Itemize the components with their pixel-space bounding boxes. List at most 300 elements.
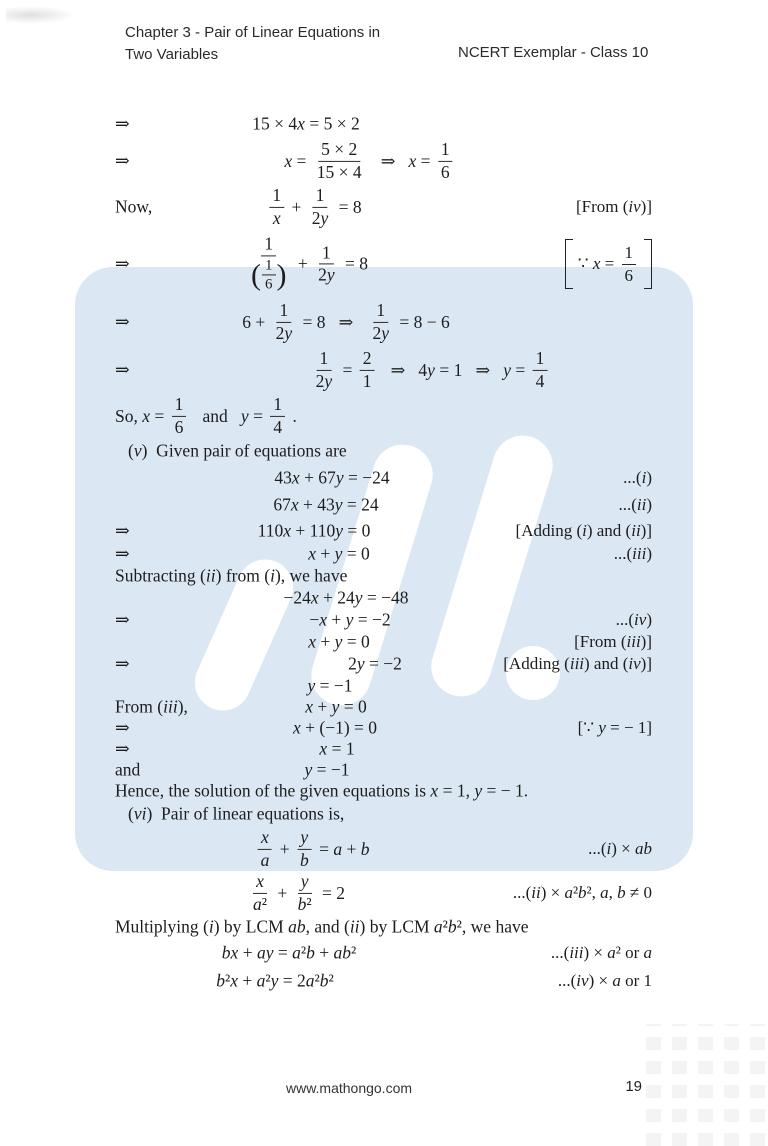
paragraph-text <box>115 395 297 437</box>
equation-reference <box>503 654 652 674</box>
fraction-numerator <box>253 872 267 894</box>
math-text: ⇒ <box>115 609 130 630</box>
math-text: 1 <box>273 393 283 414</box>
fraction-denominator <box>270 208 284 229</box>
math-text: = <box>600 254 619 273</box>
math-text: + <box>293 253 313 274</box>
math-variable: y <box>503 359 512 380</box>
math-text: 4 <box>535 370 545 391</box>
math-text: = 8 <box>340 253 369 274</box>
math-text: 2 <box>311 207 321 228</box>
equation <box>244 234 368 293</box>
equation <box>293 717 377 738</box>
math-text: ( <box>128 803 134 824</box>
chapter-title-line2: Two Variables <box>125 46 219 63</box>
equation-line <box>0 939 768 967</box>
math-text: = 0 <box>342 543 370 564</box>
math-text: ), we have <box>274 565 348 586</box>
math-variable: y <box>331 696 340 716</box>
fraction-numerator <box>316 349 331 371</box>
math-text: , <box>608 883 618 902</box>
math-text: + 67 <box>299 467 336 487</box>
fraction-numerator <box>319 243 334 265</box>
math-variable: x <box>310 587 319 608</box>
math-variable: y <box>598 717 606 737</box>
math-text: = − 1. <box>482 780 529 801</box>
fraction-denominator <box>314 162 365 183</box>
math-text: + 110 <box>291 520 336 540</box>
fraction <box>270 395 285 437</box>
equation-line <box>0 872 768 914</box>
math-variable: x <box>291 467 300 487</box>
math-text: 1 <box>279 299 289 320</box>
equation-reference <box>565 239 652 289</box>
math-variable: x <box>319 609 327 630</box>
fraction <box>297 828 312 870</box>
equation-line <box>0 653 768 675</box>
text-line <box>0 394 768 438</box>
math-text: + <box>316 543 335 564</box>
equation-reference <box>588 839 652 859</box>
math-text: ⇒ <box>115 738 130 758</box>
math-text: = <box>248 405 268 426</box>
math-variable: y <box>270 970 279 991</box>
equation <box>319 738 354 759</box>
math-text: ² <box>328 970 334 991</box>
math-text: − <box>309 609 320 630</box>
math-variable: i <box>606 839 612 858</box>
math-text: )] <box>640 197 652 216</box>
math-text: ) by LCM <box>213 916 289 936</box>
math-variable: a <box>600 883 609 902</box>
math-variable: a <box>253 893 262 914</box>
math-text: , and ( <box>305 916 350 936</box>
equation <box>284 140 455 182</box>
math-text: ² <box>442 916 448 936</box>
math-variable: v <box>133 440 142 461</box>
math-text: + <box>275 838 294 859</box>
open-paren: ( <box>250 258 261 292</box>
math-variable: a <box>564 883 573 902</box>
math-variable: b <box>216 970 225 991</box>
math-variable: y <box>381 322 389 343</box>
equation <box>305 696 367 717</box>
math-text: ) × <box>611 839 635 858</box>
fraction-denominator <box>313 371 336 392</box>
math-variable: iii <box>569 943 584 962</box>
math-text: ² <box>224 970 231 991</box>
math-text: + <box>313 696 332 716</box>
fraction <box>250 872 270 914</box>
math-variable: b <box>617 883 626 902</box>
math-text: 6 <box>174 416 184 437</box>
math-text: + <box>238 942 257 963</box>
fraction-denominator <box>622 265 637 285</box>
implies-arrow <box>115 717 130 738</box>
implies-arrow <box>115 610 130 631</box>
math-variable: iii <box>626 632 641 651</box>
equation-reference <box>576 197 652 217</box>
equation-reference <box>558 971 652 991</box>
math-text: ⇒ <box>115 311 130 332</box>
math-variable: b <box>306 942 315 963</box>
math-text: = 8 ⇒ <box>298 311 367 332</box>
math-variable: x <box>308 631 316 652</box>
math-text: ≠ 0 <box>625 883 652 902</box>
math-variable: y <box>334 631 343 652</box>
text-line <box>0 438 768 464</box>
implies-arrow <box>115 151 130 172</box>
math-variable: y <box>326 264 335 285</box>
equation-reference <box>614 544 652 564</box>
fraction-denominator <box>533 371 548 392</box>
paragraph-text <box>115 566 347 587</box>
fraction-numerator <box>373 301 388 323</box>
equation <box>304 759 349 780</box>
math-text: = 8 − 6 <box>394 311 450 332</box>
math-text: = −2 <box>364 653 402 674</box>
math-text: = 1 ⇒ <box>434 359 504 380</box>
math-text: = −1 <box>315 675 353 695</box>
equation-line <box>0 717 768 738</box>
math-text: ...( <box>615 610 635 629</box>
fraction-denominator <box>258 850 273 871</box>
equation-line <box>0 346 768 394</box>
equation <box>216 971 334 992</box>
math-text: ) <box>646 544 652 563</box>
math-variable: x <box>308 543 316 564</box>
math-text: 1 <box>440 138 450 159</box>
math-text: = 0 <box>343 520 371 540</box>
implies-arrow <box>115 360 130 381</box>
math-text: So, <box>115 405 143 426</box>
math-text: 15 × 4 <box>316 161 362 182</box>
math-text: ) and ( <box>584 654 629 673</box>
math-variable: bx <box>221 942 239 963</box>
math-text: + <box>273 882 292 903</box>
equation-reference <box>516 521 652 541</box>
math-variable: x <box>284 150 293 171</box>
math-variable: ay <box>256 942 274 963</box>
math-text: 2 <box>372 322 382 343</box>
math-text: = −1 <box>312 759 350 779</box>
math-text: ...( <box>618 494 637 514</box>
footer-url: www.mathongo.com <box>285 1080 413 1096</box>
math-variable: ab <box>288 916 306 936</box>
equation <box>307 675 352 696</box>
fraction-numerator <box>277 301 292 323</box>
math-text: ², <box>586 883 601 902</box>
math-variable: b <box>578 883 587 902</box>
implies-arrow <box>115 738 130 759</box>
math-variable: a <box>433 916 443 936</box>
math-text: = 5 × 2 <box>304 113 360 134</box>
equation-line <box>0 675 768 696</box>
equation-line <box>0 967 768 995</box>
math-variable: ii <box>636 494 647 514</box>
text-line <box>0 780 768 802</box>
math-variable: x <box>283 520 291 540</box>
math-variable: iii <box>632 544 647 563</box>
equation <box>310 349 551 391</box>
math-variable: y <box>307 675 316 695</box>
equation-reference <box>513 883 652 903</box>
math-text: = <box>292 150 311 171</box>
fraction <box>269 186 284 228</box>
math-text: and <box>189 405 241 426</box>
math-text: [From ( <box>575 197 629 216</box>
fraction <box>247 234 291 293</box>
math-text: ⇒ <box>115 653 130 674</box>
math-text: ) × <box>540 883 565 902</box>
math-text: ) Pair of linear equations is, <box>146 803 345 824</box>
math-text: 110 <box>257 520 284 540</box>
math-text: ⇒ <box>115 150 130 171</box>
math-variable: x <box>297 113 305 134</box>
math-variable: y <box>324 370 333 391</box>
math-text: . <box>288 405 297 426</box>
fraction <box>360 349 375 391</box>
math-text: + <box>342 838 361 859</box>
equation-rows <box>0 110 768 995</box>
fraction-numerator <box>313 186 328 208</box>
math-text: and <box>115 759 141 779</box>
math-text: )] <box>640 520 652 540</box>
fraction-denominator <box>273 323 296 344</box>
math-text: or 1 <box>620 971 652 990</box>
math-variable: i <box>582 520 587 540</box>
fraction <box>258 828 273 870</box>
text-line <box>0 802 768 826</box>
math-variable: x <box>256 870 264 891</box>
equation-line <box>0 491 768 518</box>
fraction-denominator <box>360 371 375 392</box>
fraction <box>438 140 453 182</box>
math-variable: x <box>292 717 301 737</box>
equation <box>308 544 370 565</box>
math-variable: x <box>261 826 269 847</box>
math-text: Subtracting ( <box>115 565 206 586</box>
implies-arrow <box>115 654 130 675</box>
math-text: )] <box>640 654 652 673</box>
math-variable: iv <box>628 197 641 216</box>
math-text: ) × <box>583 943 608 962</box>
math-text: ) <box>646 610 652 629</box>
implies-arrow <box>115 114 130 135</box>
math-text: 4 <box>273 416 283 437</box>
math-variable: x <box>290 494 299 514</box>
math-text: = 24 <box>342 494 379 514</box>
math-variable: y <box>354 587 363 608</box>
fraction-denominator <box>369 323 392 344</box>
math-text: ⇒ <box>367 150 409 171</box>
equation <box>266 186 361 228</box>
fraction-numerator <box>622 243 637 264</box>
equation-reference <box>623 468 652 488</box>
math-text: Multiplying ( <box>115 916 209 936</box>
equation-line <box>0 184 768 230</box>
math-variable: y <box>474 780 483 801</box>
math-text: 15 × 4 <box>252 113 298 134</box>
math-text: = 0 <box>342 631 370 652</box>
math-variable: iv <box>576 971 589 990</box>
fraction <box>533 349 548 391</box>
math-variable: x <box>230 970 238 991</box>
math-variable: i <box>270 565 275 586</box>
math-text: 1 <box>272 184 282 205</box>
math-text: = − 1] <box>605 717 652 737</box>
fraction <box>273 301 296 343</box>
fraction-denominator <box>309 208 332 229</box>
math-text: 2 <box>315 370 325 391</box>
implies-arrow <box>115 254 130 275</box>
fraction <box>313 349 336 391</box>
equation-line <box>0 631 768 653</box>
implies-arrow <box>115 520 130 541</box>
scan-smudge-artifact <box>6 6 76 24</box>
equation <box>274 467 389 488</box>
math-text: ...( <box>550 943 570 962</box>
equation-reference <box>618 495 652 515</box>
math-variable: a <box>305 970 315 991</box>
math-text: ) by LCM <box>359 916 434 936</box>
math-text: ⇒ <box>115 717 130 737</box>
math-text: ² <box>306 893 312 914</box>
equation-line <box>0 609 768 631</box>
math-variable: ii <box>349 916 360 936</box>
math-text: = 2 <box>317 882 345 903</box>
implies-arrow <box>115 312 130 333</box>
math-text: + 24 <box>318 587 355 608</box>
math-text: ² <box>300 942 307 963</box>
math-text: −24 <box>283 587 311 608</box>
math-text: 1 <box>624 243 633 263</box>
fraction-numerator <box>270 395 285 417</box>
math-variable: iii <box>163 696 178 716</box>
math-variable: ii <box>531 883 541 902</box>
math-text: 1 <box>322 241 331 262</box>
math-text: + <box>314 942 334 963</box>
equation <box>242 301 449 343</box>
implies-arrow <box>115 544 130 565</box>
equation <box>222 943 356 964</box>
fraction-denominator <box>295 894 315 915</box>
equation-line <box>0 230 768 298</box>
math-variable: x <box>592 254 601 273</box>
math-text: ⇒ <box>115 113 130 134</box>
fraction-numerator <box>269 186 284 208</box>
math-variable: x <box>430 780 439 801</box>
math-variable: a <box>256 970 266 991</box>
fraction-numerator <box>261 234 276 256</box>
math-text: 6 <box>624 265 633 285</box>
math-text: ...( <box>588 839 607 858</box>
math-variable: b <box>319 970 329 991</box>
equation-line <box>0 738 768 759</box>
math-text: 1 <box>315 184 325 205</box>
equation <box>255 828 370 870</box>
math-variable: y <box>427 359 435 380</box>
math-variable: y <box>284 322 293 343</box>
math-variable: iv <box>634 610 647 629</box>
math-text: + <box>287 196 306 217</box>
math-variable: b <box>299 849 309 870</box>
math-text: 6 <box>264 276 273 293</box>
page-number: 19 <box>625 1078 642 1095</box>
equation-line <box>0 298 768 346</box>
fraction-denominator <box>250 894 270 915</box>
paragraph-text <box>128 804 344 825</box>
equation-line <box>0 759 768 780</box>
equation-line <box>0 543 768 565</box>
line-label <box>115 197 152 218</box>
math-variable: iii <box>569 654 585 673</box>
math-variable: x <box>142 405 151 426</box>
math-text: ( <box>128 440 134 461</box>
text-line <box>0 914 768 939</box>
math-text: 6 <box>440 161 450 182</box>
fraction-numerator <box>297 828 311 850</box>
equation <box>348 654 402 675</box>
math-variable: y <box>300 826 309 847</box>
math-variable: y <box>356 653 365 674</box>
math-variable: vi <box>133 803 147 824</box>
math-text: ² <box>572 883 579 902</box>
math-variable: x <box>272 207 281 228</box>
math-variable: x <box>305 696 313 716</box>
equation <box>252 114 359 135</box>
fraction-numerator <box>258 828 272 850</box>
math-text: ) × <box>588 971 613 990</box>
math-text: ...( <box>623 467 642 487</box>
fraction-denominator <box>247 256 291 294</box>
math-text: 1 <box>264 257 273 273</box>
math-variable: ab <box>333 942 351 963</box>
math-text: 1 <box>535 347 545 368</box>
fraction-denominator <box>297 850 312 871</box>
math-text: ⇒ <box>115 253 130 274</box>
math-variable: y <box>334 494 343 514</box>
equation <box>258 520 371 541</box>
math-text: + <box>327 609 346 630</box>
math-text: Hence, the solution of the given equations is <box>115 780 431 801</box>
math-variable: y <box>300 870 309 891</box>
equation-line <box>0 518 768 543</box>
math-text: ² <box>261 893 267 914</box>
math-text: = 8 <box>334 196 362 217</box>
math-text: [Adding ( <box>515 520 583 540</box>
fraction-denominator <box>270 417 285 438</box>
math-variable: b <box>447 916 457 936</box>
math-variable: a <box>333 838 343 859</box>
math-variable: a <box>292 942 301 963</box>
math-text: ∵ <box>577 254 593 273</box>
fraction-numerator <box>360 349 375 371</box>
math-text: ⇒ <box>115 359 130 380</box>
fraction <box>172 395 187 437</box>
text-line <box>0 565 768 587</box>
math-text: [From ( <box>574 632 627 651</box>
math-text: [Adding ( <box>503 654 570 673</box>
fraction-numerator <box>438 140 453 162</box>
math-variable: y <box>335 467 344 487</box>
math-text: Now, <box>115 196 153 217</box>
math-variable: x <box>319 738 328 758</box>
math-text: = 0 <box>339 696 367 716</box>
math-text: ² <box>314 970 320 991</box>
math-text: ² or <box>615 943 644 962</box>
math-text: = <box>314 838 334 859</box>
